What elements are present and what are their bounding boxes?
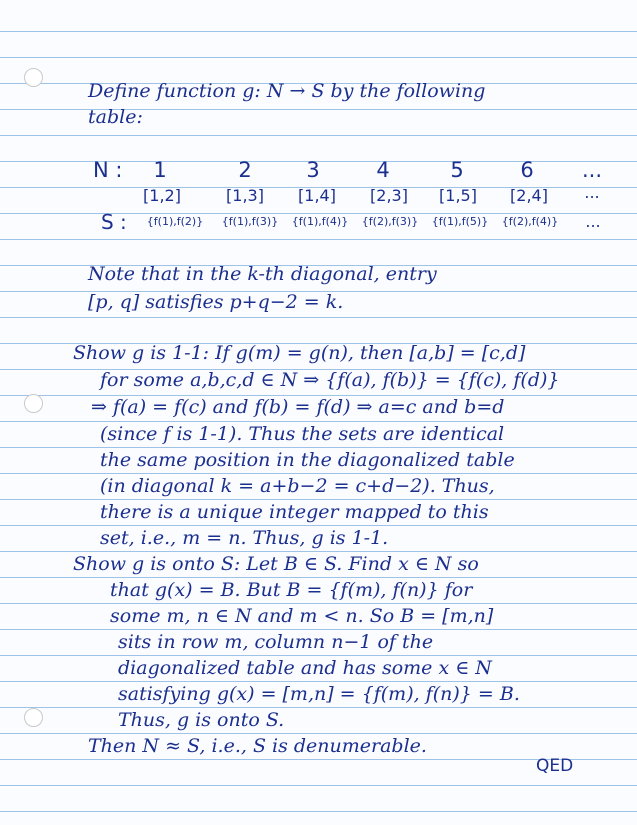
header-line-1: Define function g: N → S by the following xyxy=(88,80,486,102)
proof-line-7: there is a unique integer mapped to this xyxy=(100,501,489,523)
proof-line-15: Thus, g is onto S. xyxy=(118,709,285,731)
binder-hole-bottom xyxy=(24,708,43,727)
proof-line-9: Show g is onto S: Let B ∈ S. Find x ∈ N so xyxy=(73,553,479,575)
table-n-cell: 4 xyxy=(376,158,390,182)
header-line-2: table: xyxy=(88,106,143,128)
note-line-1: Note that in the k-th diagonal, entry xyxy=(88,263,437,285)
table-n-cell: 3 xyxy=(306,158,320,182)
table-n-cell: 5 xyxy=(450,158,464,182)
table-s-cell: {f(1),f(4)} xyxy=(291,215,349,228)
proof-line-13: diagonalized table and has some x ∈ N xyxy=(118,657,492,679)
proof-line-10: that g(x) = B. But B = {f(m), f(n)} for xyxy=(110,579,473,601)
table-s-label: S : xyxy=(101,210,127,234)
proof-line-1: Show g is 1-1: If g(m) = g(n), then [a,b] = [c,d] xyxy=(73,342,526,364)
table-pair-cell: [1,5] xyxy=(439,186,477,205)
table-pair-cell: [2,3] xyxy=(370,186,408,205)
qed-mark: QED xyxy=(536,756,574,776)
table-s-cell: {f(1),f(3)} xyxy=(221,215,279,228)
table-n-cell: 6 xyxy=(520,158,534,182)
proof-line-14: satisfying g(x) = [m,n] = {f(m), f(n)} = B. xyxy=(118,683,520,705)
table-n-cell: 1 xyxy=(153,158,167,182)
proof-line-12: sits in row m, column n−1 of the xyxy=(118,631,434,653)
table-s-cell: {f(1),f(5)} xyxy=(431,215,489,228)
table-s-cell: {f(2),f(3)} xyxy=(361,215,419,228)
table-s-cell: {f(1),f(2)} xyxy=(146,215,204,228)
note-line-2: [p, q] satisfies p+q−2 = k. xyxy=(88,291,344,313)
proof-line-3: ⇒ f(a) = f(c) and f(b) = f(d) ⇒ a=c and b=d xyxy=(91,396,505,418)
proof-line-11: some m, n ∈ N and m < n. So B = [m,n] xyxy=(110,605,494,627)
table-pair-cell: [2,4] xyxy=(510,186,548,205)
mapping-table xyxy=(0,0,637,240)
table-pair-cell: [1,4] xyxy=(298,186,336,205)
proof-line-8: set, i.e., m = n. Thus, g is 1-1. xyxy=(100,527,389,549)
proof-line-6: (in diagonal k = a+b−2 = c+d−2). Thus, xyxy=(100,475,495,497)
table-pair-cell: [1,2] xyxy=(143,186,181,205)
table-n-label: N : xyxy=(93,158,123,182)
binder-hole-middle xyxy=(24,394,43,413)
table-n-cell: 2 xyxy=(238,158,252,182)
table-s-cell: ... xyxy=(585,212,601,231)
table-n-cell: ... xyxy=(581,158,603,182)
proof-line-4: (since f is 1-1). Thus the sets are identical xyxy=(100,423,505,445)
table-s-cell: {f(2),f(4)} xyxy=(501,215,559,228)
proof-line-2: for some a,b,c,d ∈ N ⇒ {f(a), f(b)} = {f(c), f(d)} xyxy=(100,369,560,391)
proof-line-16: Then N ≈ S, i.e., S is denumerable. xyxy=(88,735,427,757)
proof-line-5: the same position in the diagonalized table xyxy=(100,449,515,471)
table-pair-cell: [1,3] xyxy=(226,186,264,205)
table-pair-cell: ... xyxy=(584,183,600,202)
